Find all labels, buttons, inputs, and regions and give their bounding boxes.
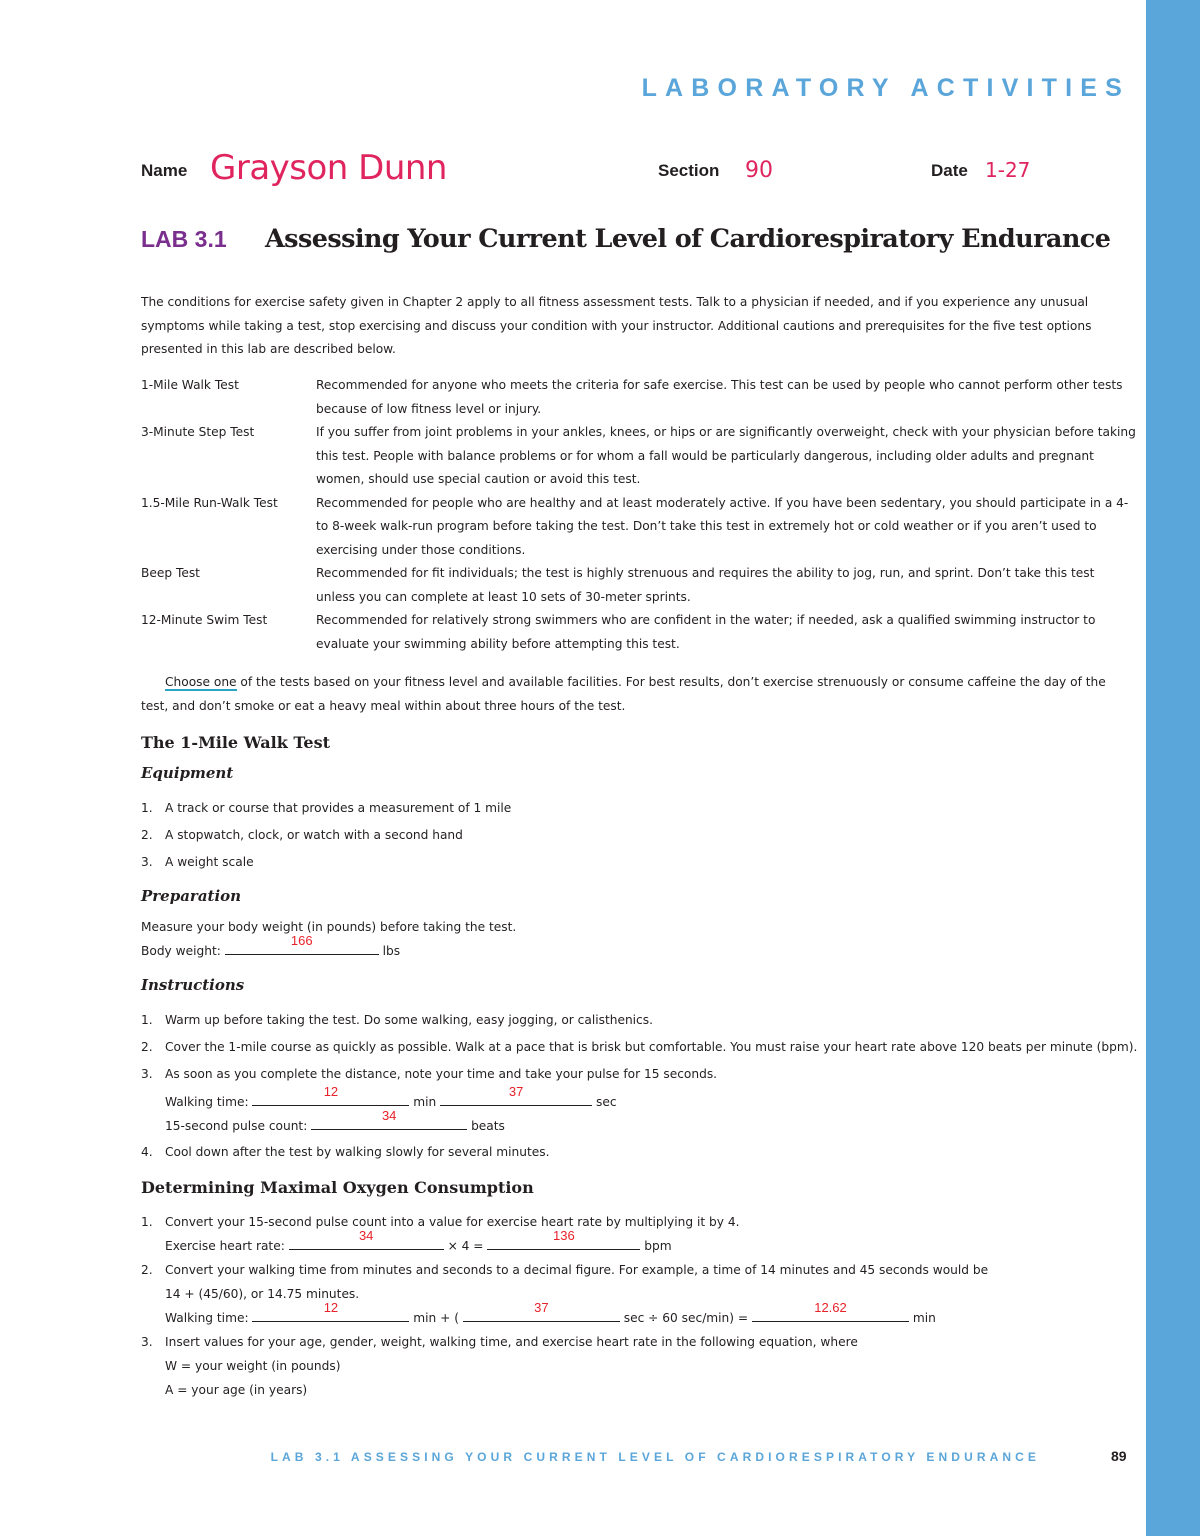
test-desc: Recommended for fit individuals; the test is highly strenuous and requires the ability to jog, run, and sprint. Don’t take this test unless you can complete at least 10 sets of 30-meter sprints. [316,566,1095,604]
test-option [141,374,1136,421]
student-info-row [0,150,1146,200]
walking-time-decimal-row: Walking time: 12 min + ( 37 sec ÷ 60 sec/min) = 12.62 min [165,1300,936,1325]
lab-title-row [141,226,1141,253]
section-header: LABORATORY ACTIVITIES [641,74,1130,102]
test-desc: Recommended for anyone who meets the criteria for safe exercise. This test can be used by people who cannot perform other tests because of low fitness level or injury. [316,378,1123,416]
test-desc: Recommended for people who are healthy and at least moderately active. If you have been sedentary, you should participate in a 4- to 8-week walk-run program before taking the test. Don’t take this test in extremely hot or cold weather or if you aren’t used to exercising under those conditions. [316,495,1129,557]
lab-title: Assessing Your Current Level of Cardiorespiratory Endurance [265,224,1111,254]
choose-paragraph [141,671,1131,718]
vo2-steps [141,1210,1141,1402]
date-field[interactable]: 1-27 [985,158,1031,182]
section-label: Section [658,161,720,180]
vo2-heading: Determining Maximal Oxygen Consumption [141,1178,534,1197]
list-item: 3. As soon as you complete the distance, note your time and take your pulse for 15 seconds. [141,1066,718,1081]
test-name: 1-Mile Walk Test [141,378,239,392]
test-name: 3-Minute Step Test [141,425,255,439]
walking-min-field[interactable]: 12 [252,1091,409,1106]
step-1: 1. Convert your 15-second pulse count into a value for exercise heart rate by multiplying it by 4. [141,1215,740,1229]
test-desc: If you suffer from joint problems in your ankles, knees, or hips or are significantly overweight, check with your physician before taking this test. People with balance problems or for whom a fall would be particularly dangerous, including older adults and pregnant women, should use special caution or avoid this test. [316,425,1136,486]
wt-min-field[interactable]: 12 [252,1307,409,1322]
walking-sec-field[interactable]: 37 [440,1091,592,1106]
list-item: 2. Cover the 1-mile course as quickly as possible. Walk at a pace that is brisk but comfortable. You must raise your heart rate above 120 beats per minute (bpm). [141,1039,1138,1054]
test-name: 1.5-Mile Run-Walk Test [141,495,278,510]
body-weight-field[interactable]: 166 [225,940,379,955]
test-option [141,421,1136,492]
wt-decimal-field[interactable]: 12.62 [752,1307,909,1322]
choose-annotation: Choose one [165,675,237,689]
section-field[interactable]: 90 [745,158,773,183]
page-edge-band [1146,0,1200,1536]
list-item: 1. Warm up before taking the test. Do some walking, easy jogging, or calisthenics. [141,1012,653,1027]
list-item: 3. A weight scale [141,854,254,869]
step-2-example: 14 + (45/60), or 14.75 minutes. [165,1287,360,1301]
pulse-count-field[interactable]: 34 [311,1115,467,1130]
date-label: Date [931,161,968,180]
test-name: Beep Test [141,566,200,580]
instructions-heading: Instructions [141,976,245,994]
preparation-block [141,915,1141,963]
wt-sec-field[interactable]: 37 [463,1307,620,1322]
age-definition: A = your age (in years) [165,1383,308,1397]
exercise-heart-rate-field[interactable]: 136 [487,1235,640,1250]
list-item: 2. A stopwatch, clock, or watch with a second hand [141,827,463,842]
test-name: 12-Minute Swim Test [141,613,268,627]
preparation-heading: Preparation [141,887,242,905]
step-2: 2. Convert your walking time from minutes and seconds to a decimal figure. For example, a time of 14 minutes and 45 seconds would be [141,1263,989,1277]
body-weight-row: Body weight: 166 lbs [141,933,401,958]
heart-rate-row: Exercise heart rate: 34 × 4 = 136 bpm [165,1228,672,1253]
test-options-list [141,374,1136,656]
test-desc: Recommended for relatively strong swimmers who are confident in the water; if needed, ask a qualified swimming instructor to evaluate your swimming ability before attempting this test. [316,613,1096,651]
list-item: 1. A track or course that provides a measurement of 1 mile [141,800,512,815]
test-option [141,492,1136,563]
weight-definition: W = your weight (in pounds) [165,1359,341,1373]
walking-time-row: Walking time: 12 min 37 sec [165,1084,617,1109]
walk-results-block [165,1084,1165,1138]
equipment-heading: Equipment [141,764,234,782]
preparation-text: Measure your body weight (in pounds) before taking the test. [141,920,517,934]
choose-text: of the tests based on your fitness level and available facilities. For best results, don’t exercise strenuously or consume caffeine the day of the test, and don’t smoke or eat a heavy meal within about three hours of the test. [141,675,1106,713]
running-footer: LAB 3.1 ASSESSING YOUR CURRENT LEVEL OF CARDIORESPIRATORY ENDURANCE [270,1450,1040,1464]
pulse-row: 15-second pulse count: 34 beats [165,1108,505,1133]
equipment-list [141,795,1141,876]
test-option [141,609,1136,656]
name-label: Name [141,161,188,180]
list-item: 4. Cool down after the test by walking slowly for several minutes. [141,1144,550,1159]
walk-test-heading: The 1-Mile Walk Test [141,733,331,752]
name-field[interactable]: Grayson Dunn [210,148,447,188]
lab-number: LAB 3.1 [141,226,227,252]
intro-paragraph: The conditions for exercise safety given in Chapter 2 apply to all fitness assessment tests. Talk to a physician if needed, and if you experience any unusual symptoms while taking a test, stop exercising and discuss your condition with your instructor. Additional cautions and prerequisites for the five test options presented in this lab are described below. [141,295,1092,356]
page-number: 89 [1111,1448,1127,1464]
instruction-4 [141,1139,1141,1166]
test-option [141,562,1136,609]
instructions-list [141,1007,1141,1088]
ehr-pulse-field[interactable]: 34 [289,1235,444,1250]
step-3: 3. Insert values for your age, gender, weight, walking time, and exercise heart rate in the following equation, where [141,1335,858,1349]
